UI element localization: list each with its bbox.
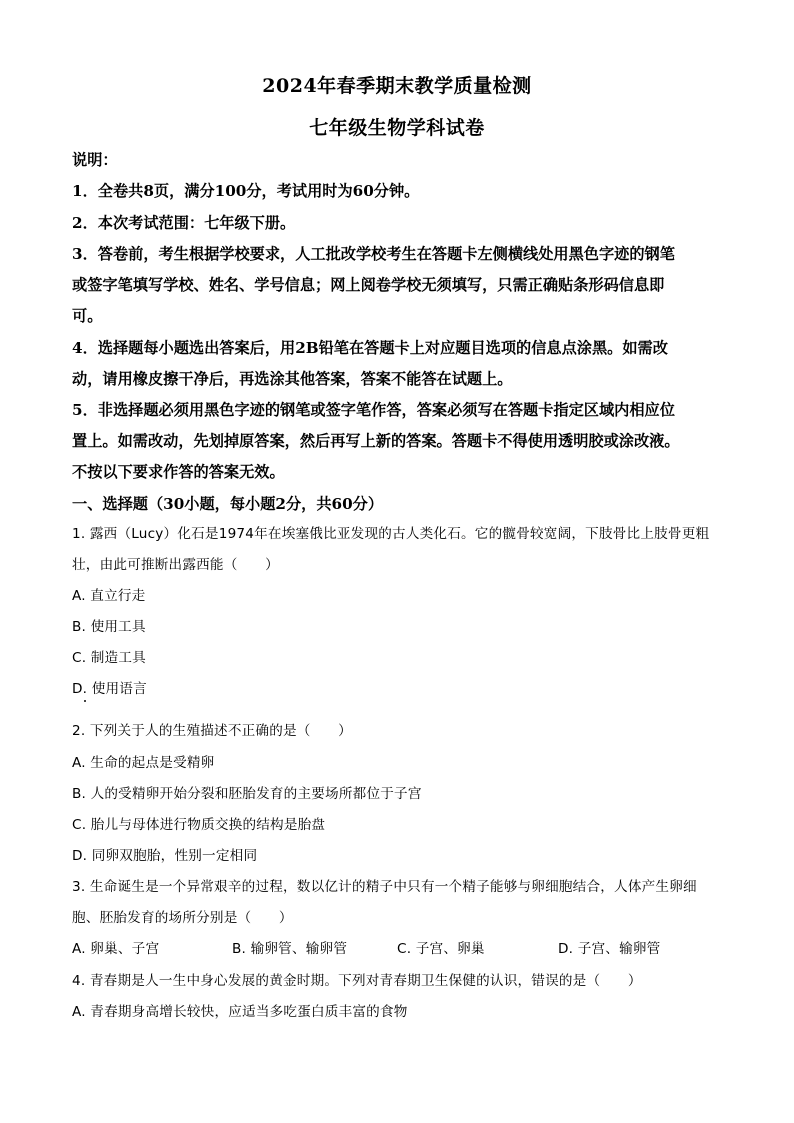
- question-1-option-d: D. 使用语言: [72, 681, 147, 697]
- question-1-option-c: C. 制造工具: [72, 650, 146, 666]
- note-line: 4．选择题每小题选出答案后，用2B铅笔在答题卡上对应题目选项的信息点涂黑。如需改: [72, 339, 668, 357]
- question-2-option-b: B. 人的受精卵开始分裂和胚胎发育的主要场所都位于子宫: [72, 786, 422, 802]
- question-1-option-a: A. 直立行走: [72, 588, 146, 604]
- question-3-option-d: D. 子宫、输卵管: [558, 941, 661, 957]
- question-1-stem-cont: 壮，由此可推断出露西能（ ）: [72, 557, 279, 573]
- question-3-option-a: A. 卵巢、子宫: [72, 941, 160, 957]
- note-line: 不按以下要求作答的答案无效。: [72, 463, 285, 481]
- question-1-option-b: B. 使用工具: [72, 619, 146, 635]
- exam-title: 2024年春季期末教学质量检测: [262, 75, 532, 97]
- question-1-stem: 1. 露西（Lucy）化石是1974年在埃塞俄比亚发现的古人类化石。它的髋骨较宽阔，下肢骨比上肢骨更粗: [72, 526, 710, 542]
- question-2-option-c: C. 胎儿与母体进行物质交换的结构是胎盘: [72, 817, 326, 833]
- note-line: 3．答卷前，考生根据学校要求，人工批改学校考生在答题卡左侧横线处用黑色字迹的钢笔: [72, 245, 675, 263]
- question-2-option-d: D. 同卵双胞胎，性别一定相同: [72, 848, 258, 864]
- question-3-stem-cont: 胞、胚胎发育的场所分别是（ ）: [72, 910, 293, 926]
- note-line: 5．非选择题必须用黑色字迹的钢笔或签字笔作答，答案必须写在答题卡指定区域内相应位: [72, 401, 675, 419]
- question-3-stem: 3. 生命诞生是一个异常艰辛的过程，数以亿计的精子中只有一个精子能够与卵细胞结合，人体产生卵细: [72, 879, 697, 895]
- note-line: 动，请用橡皮擦干净后，再选涂其他答案，答案不能答在试题上。: [72, 370, 513, 388]
- note-line: 置上。如需改动，先划掉原答案，然后再写上新的答案。答题卡不得使用透明胶或涂改液。: [72, 432, 680, 450]
- note-line: 2．本次考试范围：七年级下册。: [72, 214, 296, 232]
- note-line: 1．全卷共8页，满分100分，考试用时为60分钟。: [72, 182, 420, 200]
- section-heading: 一、选择题（30小题，每小题2分，共60分）: [72, 495, 384, 513]
- question-2-stem: 2. 下列关于人的生殖描述不正确的是（ ）: [72, 723, 352, 739]
- note-line: 或签字笔填写学校、姓名、学号信息；网上阅卷学校无须填写，只需正确贴条形码信息即: [72, 276, 665, 294]
- question-4-option-a: A. 青春期身高增长较快，应适当多吃蛋白质丰富的食物: [72, 1004, 408, 1020]
- note-line: 可。: [72, 307, 103, 325]
- exam-subtitle: 七年级生物学科试卷: [309, 117, 485, 139]
- question-2-option-a: A. 生命的起点是受精卵: [72, 755, 215, 771]
- stray-dot: [84, 700, 86, 702]
- question-3-option-c: C. 子宫、卵巢: [397, 941, 485, 957]
- question-4-stem: 4. 青春期是人一生中身心发展的黄金时期。下列对青春期卫生保健的认识，错误的是（ ）: [72, 973, 642, 989]
- notes-label: 说明：: [72, 151, 118, 169]
- question-3-option-b: B. 输卵管、输卵管: [232, 941, 348, 957]
